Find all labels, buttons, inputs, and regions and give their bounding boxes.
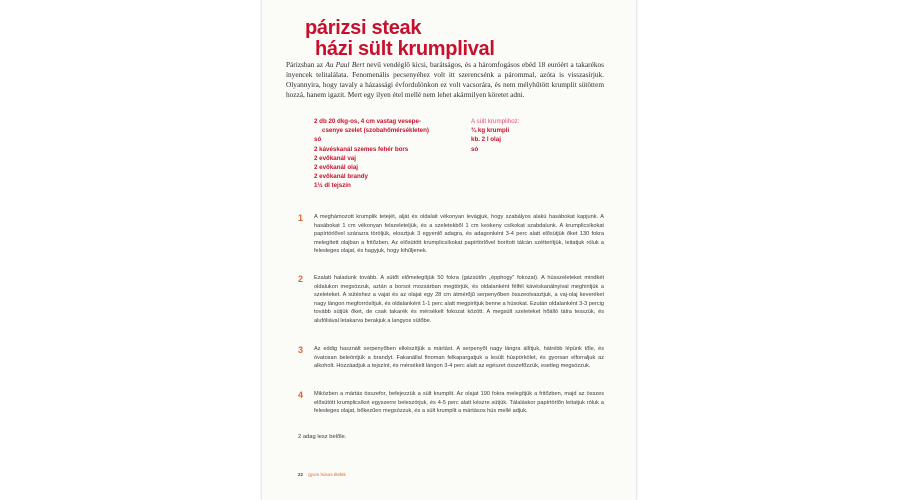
ingredient-item: 2 evőkanál olaj xyxy=(314,164,359,172)
ingredient-item: ¾ kg krumpli xyxy=(471,127,510,135)
restaurant-name: Au Paul Bert xyxy=(325,60,365,69)
recipe-step xyxy=(298,345,604,371)
intro-paragraph xyxy=(286,60,604,100)
page-number: 22 xyxy=(298,472,304,477)
chapter-name: gyors húsos ételek xyxy=(308,472,346,477)
step-number: 1 xyxy=(298,213,304,223)
intro-text-start: Párizsban az xyxy=(286,60,326,69)
step-text: A meghámozott krumplik tetejét, alját és oldalait vékonyan levágjuk, hogy szabályos alakú hasábokat kapjunk. A hasábokat 1 cm vékonyan felszeleteljük, és a szeletekből 1 cm keskeny csíkokat szabdalunk. A krumplicsíkokat papírtörlővel szárazra töröljük, elosztjuk 3 egyenlő adagra, és adagonként 3-4 perc alatt elősütjük őket 130 fokra melegített olajban a fritőzben. Az elősütött krumplicsíkokat papírtörlővel borított tálcán szétterítjük, leitatjuk róluk a felesleges olajat, és hagyjuk, hogy kihűljenek. xyxy=(314,214,604,254)
ingredient-item: csenye szelet (szobahőmérsékleten) xyxy=(322,127,429,135)
recipe-step xyxy=(298,274,604,325)
step-text: Miközben a mártás összefor, befejezzük a sült krumplit. Az olajat 190 fokra melegítjük a fritőzben, majd az összes elősütött krumplicsíkot egyszerre beleszórjuk, és 4-5 perc alatt készre sütjük. Tálaláskor papírtörlőn leitatjuk róluk a felesleges olajat, bőkezűen megsózzuk, és a sült krumplit a mártásos hús mellé adjuk. xyxy=(314,391,604,414)
ingredients-list xyxy=(314,117,454,191)
ingredient-item: 1½ dl tejszín xyxy=(314,182,351,190)
page-footer xyxy=(298,472,346,478)
ingredient-item: 2 evőkanál vaj xyxy=(314,154,356,162)
recipe-title-line-2: házi sült krumplival xyxy=(315,38,495,60)
step-number: 3 xyxy=(298,345,304,355)
step-number: 4 xyxy=(298,390,304,400)
ingredient-item: 2 db 20 dkg-os, 4 cm vastag vesepe- xyxy=(314,118,421,125)
ingredient-item: kb. 2 l olaj xyxy=(471,136,501,144)
recipe-title xyxy=(305,18,495,60)
ingredient-item: só xyxy=(314,136,322,144)
step-number: 2 xyxy=(298,274,304,284)
intro-text-rest: nevű vendéglő kicsi, barátságos, és a háromfogásos ebéd 18 euróért a takarékos ínyencek telitalálata. Fenomenális pecsenyéhez volt itt szerencsénk a párommal, azóta is visszasírjuk. Olyannyira, hogy tavaly a házassági évfordulónkon ez volt vacsorára, és nem mélyhűtött krumplit sütöttem hozzá, hanem igazit. Mert egy ilyen étel mellé nem lehet akármilyen köretet adni. xyxy=(286,60,604,99)
ingredient-item: só xyxy=(471,145,479,153)
ingredient-item: 2 evőkanál brandy xyxy=(314,173,368,181)
step-text: Az eddig használt serpenyőben elkészítjük a mártást. A serpenyőt nagy lángra állítjuk, hátrébb lépünk tőle, és óvatosan beleöntjük a brandyt. Fakanállal finoman felkapargatjuk a lesült húspörkölet, és gyorsan elforraljuk az alkoholt. Hozzáadjuk a tejszínt, és mérsékelt lángon 3-4 perc alatt az egészet összefőzzük, esetleg megsózzuk. xyxy=(314,346,604,369)
step-text: Ezalatt haladunk tovább. A sütőt előmelegítjük 50 fokra (gázsütőn „épphogy” fokozat). A hússzeleteket mindkét oldalukon megsózzuk, aztán a borsot mozsárban megtörjük, és oldalanként félfél kávéskanálnyival meghintjük a szeleteket. A sütéshez a vajat és az olajat egy 28 cm átmérőjű serpenyőben összeolvasztjuk, a vaj-olaj keveréket nagy lángon megforrósítjuk, és oldalanként 1-1 perc alatt megpirítjuk benne a húsokat. Ezután oldalanként 3-3 percig tovább sütjük őket, de csak takarék és mérsékelt fokozat között. A megsült szeleteket hőálló tálra tesszük, és alufóliával letakarva berakjuk a langyos sütőbe. xyxy=(314,275,604,324)
recipe-step xyxy=(298,213,604,256)
recipe-title-line-1: párizsi steak xyxy=(305,17,422,39)
ingredient-item: 2 kávéskanál szemes fehér bors xyxy=(314,145,409,153)
recipe-step xyxy=(298,390,604,416)
fries-ingredients-heading: A sült krumplihoz: xyxy=(471,118,520,125)
fries-ingredients-list xyxy=(471,117,591,154)
yield-note: 2 adag lesz belőle. xyxy=(298,434,347,440)
